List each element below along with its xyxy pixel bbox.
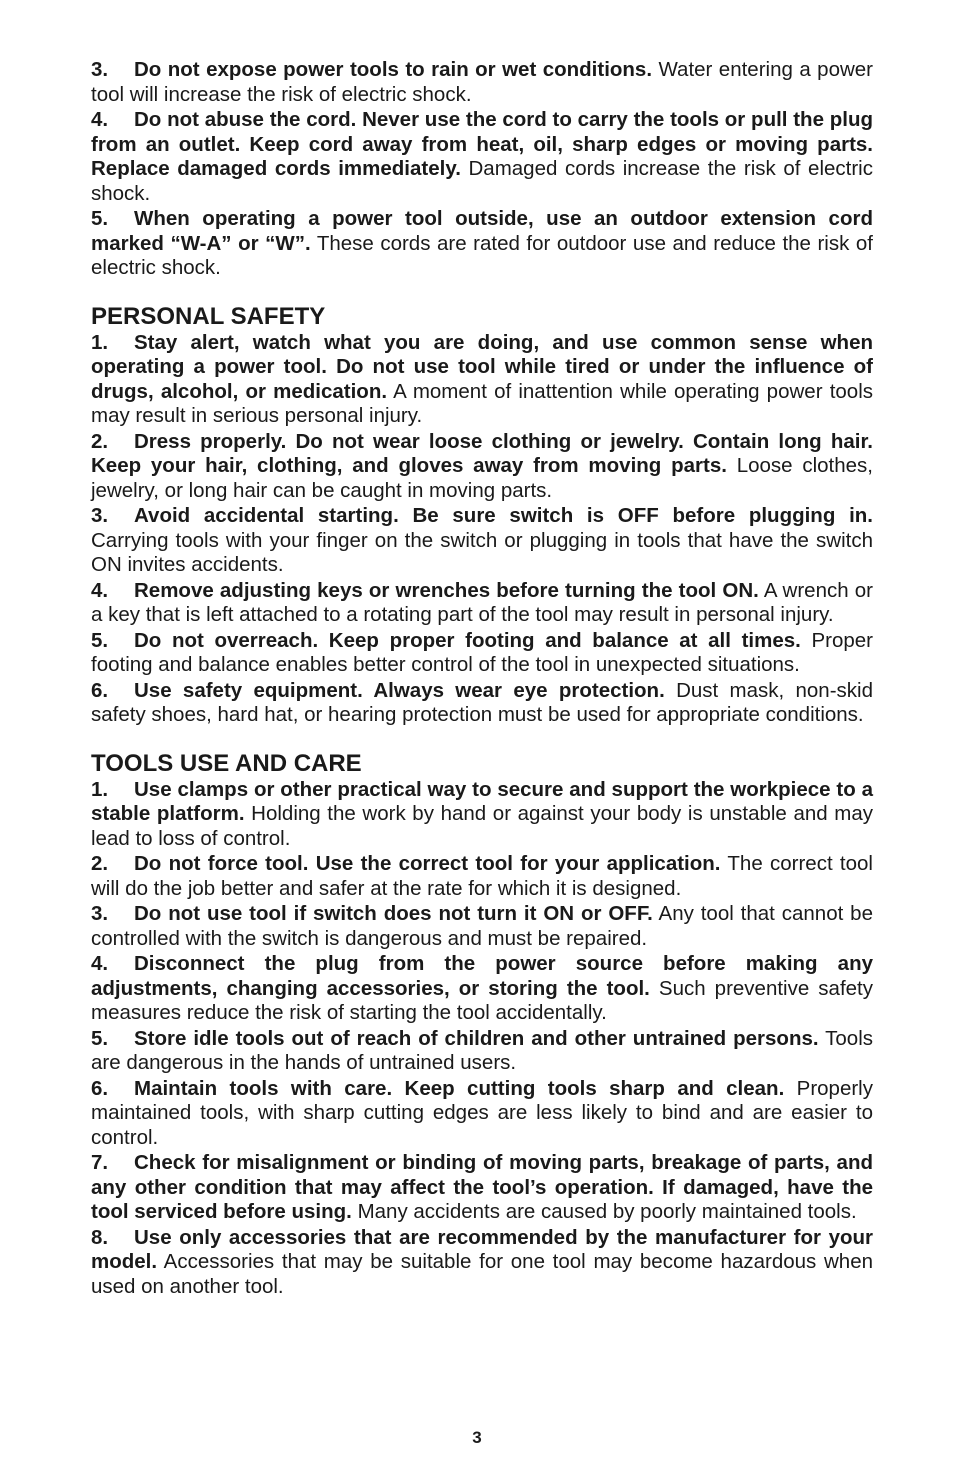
item-rule: Maintain tools with care. Keep cutting tools sharp and clean. — [134, 1076, 785, 1100]
item-rule: Do not expose power tools to rain or wet conditions. — [134, 58, 653, 81]
item-number: 4. — [91, 952, 109, 975]
item-explanation: Dust mask, non-skid safety shoes, hard hat, or hearing protection must be used for appropriate conditions. — [91, 678, 873, 726]
item-explanation: Many accidents are caused by poorly maintained tools. — [351, 1200, 857, 1223]
list-item — [91, 1077, 873, 1151]
item-explanation: These cords are rated for outdoor use and reduce the risk of electric shock. — [91, 231, 873, 279]
item-explanation: A wrench or a key that is left attached to a rotating part of the tool may result in personal injury. — [91, 578, 873, 626]
item-rule: Use safety equipment. Always wear eye protection. — [134, 678, 665, 702]
list-item — [91, 902, 873, 951]
list-item — [91, 579, 873, 628]
list-item — [91, 58, 873, 107]
item-explanation: Properly maintained tools, with sharp cutting edges are less likely to bind and are easier to control. — [91, 1076, 873, 1149]
list-item — [91, 852, 873, 901]
item-explanation: Damaged cords increase the risk of electric shock. — [91, 157, 873, 205]
list-item — [91, 1151, 873, 1225]
page-number: 3 — [472, 1428, 482, 1447]
item-explanation: Such preventive safety measures reduce the risk of starting the tool accidentally. — [91, 976, 873, 1024]
list-item — [91, 629, 873, 678]
item-explanation: Any tool that cannot be controlled with the switch is dangerous and must be repaired. — [91, 902, 873, 950]
item-explanation: Water entering a power tool will increase the risk of electric shock. — [91, 58, 873, 106]
item-explanation: A moment of inattention while operating power tools may result in serious personal injury. — [91, 379, 873, 427]
item-number: 3. — [91, 504, 109, 527]
item-rule: Disconnect the plug from the power source before making any adjustments, changing accessories, or storing the tool. — [91, 952, 873, 1000]
list-item — [91, 952, 873, 1026]
item-number: 7. — [91, 1151, 109, 1174]
item-number: 6. — [91, 1076, 109, 1100]
item-rule: Do not use tool if switch does not turn it ON or OFF. — [134, 902, 653, 925]
manual-page — [91, 58, 873, 1300]
item-explanation: The correct tool will do the job better and safer at the rate for which it is designed. — [91, 852, 873, 900]
item-rule: Avoid accidental starting. Be sure switch is OFF before plugging in. — [134, 504, 873, 527]
item-rule: Check for misalignment or binding of moving parts, breakage of parts, and any other condition that may affect the tool’s operation. If damaged, have the tool serviced before using. — [91, 1151, 873, 1223]
list-item — [91, 430, 873, 504]
item-rule: Remove adjusting keys or wrenches before turning the tool ON. — [134, 578, 759, 602]
item-explanation: Proper footing and balance enables better control of the tool in unexpected situations. — [91, 628, 873, 676]
list-item — [91, 778, 873, 852]
item-number: 4. — [91, 108, 109, 131]
item-number: 4. — [91, 578, 109, 602]
list-item — [91, 331, 873, 429]
item-number: 3. — [91, 58, 109, 81]
list-item — [91, 1027, 873, 1076]
item-rule: When operating a power tool outside, use an outdoor extension cord marked “W-A” or “W”. — [91, 207, 873, 255]
item-rule: Stay alert, watch what you are doing, and use common sense when operating a power tool. Do not use tool while tired or under the influence of drugs, alcohol, or medication. — [91, 330, 873, 403]
item-rule: Store idle tools out of reach of children and other untrained persons. — [134, 1026, 819, 1050]
item-number: 5. — [91, 1026, 109, 1050]
item-number: 3. — [91, 902, 109, 925]
list-item — [91, 679, 873, 728]
item-rule: Use clamps or other practical way to secure and support the workpiece to a stable platform. — [91, 777, 873, 825]
item-number: 5. — [91, 628, 109, 652]
item-rule: Do not abuse the cord. Never use the cord to carry the tools or pull the plug from an outlet. Keep cord away from heat, oil, sharp edges or moving parts. Replace damaged cords immediately. — [91, 108, 873, 180]
list-item — [91, 108, 873, 206]
item-number: 8. — [91, 1225, 109, 1249]
personal-safety-list — [91, 331, 873, 728]
item-explanation: Loose clothes, jewelry, or long hair can be caught in moving parts. — [91, 454, 873, 502]
item-number: 2. — [91, 429, 109, 453]
item-number: 2. — [91, 852, 109, 875]
item-explanation: Accessories that may be suitable for one tool may become hazardous when used on another tool. — [91, 1250, 873, 1298]
item-rule: Do not force tool. Use the correct tool for your application. — [134, 852, 721, 875]
intro-list — [91, 58, 873, 281]
item-rule: Dress properly. Do not wear loose clothing or jewelry. Contain long hair. Keep your hair, clothing, and gloves away from moving parts. — [91, 429, 873, 477]
item-explanation: Holding the work by hand or against your body is unstable and may lead to loss of control. — [91, 802, 873, 850]
item-number: 1. — [91, 330, 109, 354]
item-rule: Use only accessories that are recommended by the manufacturer for your model. — [91, 1225, 873, 1273]
section-heading-personal-safety: PERSONAL SAFETY — [91, 302, 326, 330]
item-number: 6. — [91, 678, 109, 702]
item-explanation: Carrying tools with your finger on the switch or plugging in tools that have the switch ON invites accidents. — [91, 528, 873, 576]
tools-use-list — [91, 778, 873, 1300]
item-rule: Do not overreach. Keep proper footing and balance at all times. — [134, 628, 801, 652]
list-item — [91, 1226, 873, 1300]
list-item — [91, 207, 873, 281]
item-explanation: Tools are dangerous in the hands of untrained users. — [91, 1026, 874, 1074]
item-number: 5. — [91, 207, 109, 230]
list-item — [91, 504, 873, 578]
item-number: 1. — [91, 777, 109, 801]
section-heading-tools-use-and-care: TOOLS USE AND CARE — [91, 749, 362, 777]
